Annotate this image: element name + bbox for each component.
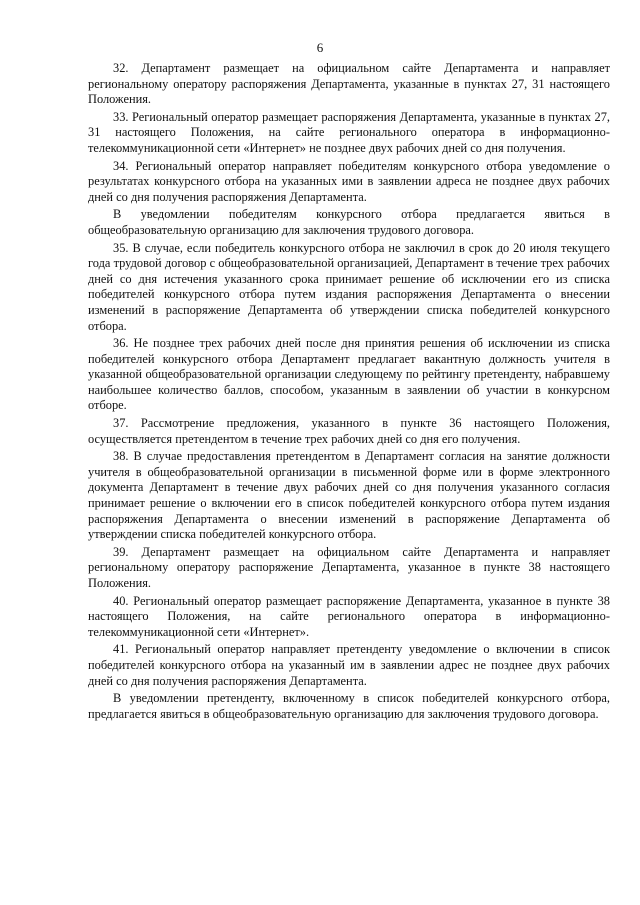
document-body bbox=[88, 61, 610, 724]
paragraph-38: 38. В случае предоставления претендентом в Департамент согласия на занятие должности учителя в общеобразовательной организации в письменной форме или в форме электронного документа Департамент в течение двух рабочих дней со дня получения указанного согласия принимает решение о включении его в список победителей конкурсного отбора путем издания распоряжения Департамента о внесении изменений в распоряжение Департамента об утверждении списка победителей конкурсного отбора. bbox=[88, 449, 610, 542]
paragraph-41-notice: В уведомлении претенденту, включенному в список победителей конкурсного отбора, предлагается явиться в общеобразовательную организацию для заключения трудового договора. bbox=[88, 691, 610, 721]
paragraph-34-notice: В уведомлении победителям конкурсного отбора предлагается явиться в общеобразовательную организацию для заключения трудового договора. bbox=[88, 207, 610, 237]
paragraph-35: 35. В случае, если победитель конкурсного отбора не заключил в срок до 20 июля текущего года трудовой договор с общеобразовательной организацией, Департамент в течение трех рабочих дней со дня истечения указанного срока принимает решение об исключении его из списка победителей конкурсного отбора путем издания распоряжения Департамента о внесении изменений в распоряжение Департамента об утверждении списка победителей конкурсного отбора. bbox=[88, 240, 610, 333]
paragraph-34: 34. Региональный оператор направляет победителям конкурсного отбора уведомление о результатах конкурсного отбора на указанных ими в заявлении адреса не позднее двух рабочих дней со дня получения распоряжения Департамента. bbox=[88, 158, 610, 204]
paragraph-32: 32. Департамент размещает на официальном сайте Департамента и направляет региональному оператору распоряжения Департамента, указанные в пунктах 27, 31 настоящего Положения. bbox=[88, 61, 610, 107]
paragraph-41: 41. Региональный оператор направляет претенденту уведомление о включении в список победителей конкурсного отбора на указанный им в заявлении адрес не позднее двух рабочих дней со дня получения распоряжения Департамента. bbox=[88, 642, 610, 688]
paragraph-37: 37. Рассмотрение предложения, указанного в пункте 36 настоящего Положения, осуществляется претендентом в течение трех рабочих дней со дня его получения. bbox=[88, 416, 610, 446]
paragraph-36: 36. Не позднее трех рабочих дней после дня принятия решения об исключении из списка победителей конкурсного отбора Департамент предлагает вакантную должность учителя в указанной общеобразовательной организации следующему по рейтингу претенденту, набравшему наибольшее количество баллов, способом, указанным в заявлении об участии в конкурсном отборе. bbox=[88, 336, 610, 413]
paragraph-40: 40. Региональный оператор размещает распоряжение Департамента, указанное в пункте 38 настоящего Положения, на сайте регионального оператора в информационно-телекоммуникационной сети «Интернет». bbox=[88, 593, 610, 639]
paragraph-39: 39. Департамент размещает на официальном сайте Департамента и направляет региональному оператору распоряжение Департамента, указанное в пункте 38 настоящего Положения. bbox=[88, 544, 610, 590]
paragraph-33: 33. Региональный оператор размещает распоряжения Департамента, указанные в пунктах 27, 31 настоящего Положения, на сайте регионального оператора в информационно-телекоммуникационной сети «Интернет» не позднее двух рабочих дней со дня получения. bbox=[88, 109, 610, 155]
page-number: 6 bbox=[316, 40, 324, 55]
